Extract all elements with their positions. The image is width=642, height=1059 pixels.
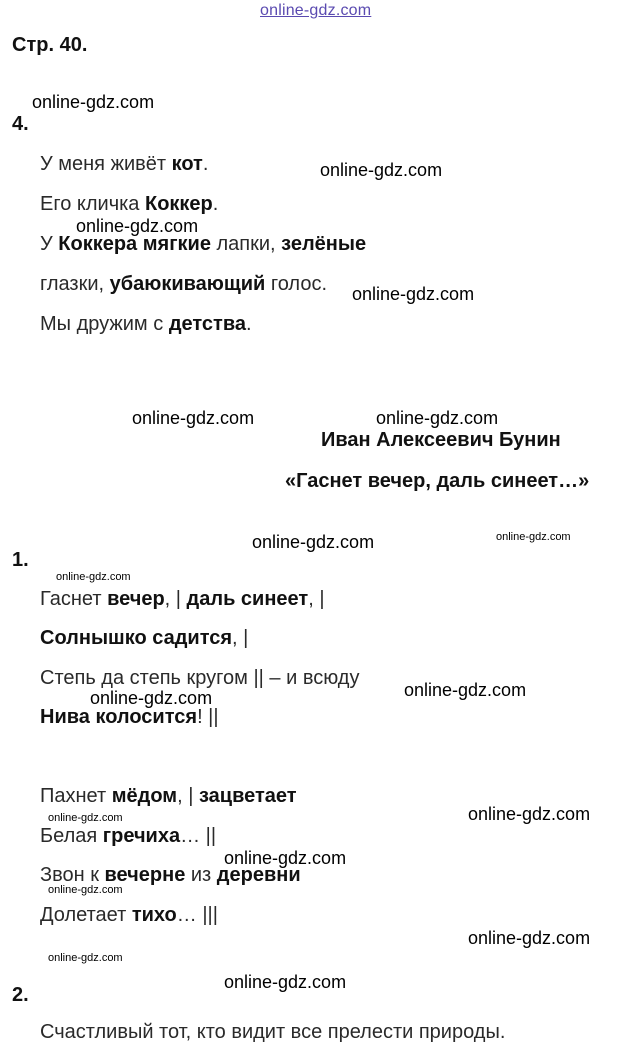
bold-segment: даль синеет: [186, 588, 309, 610]
bold-segment: Коккера мягкие: [58, 233, 211, 255]
bold-segment: зацветает: [198, 785, 297, 807]
watermark: online-gdz.com: [224, 848, 347, 868]
watermark: online-gdz.com: [48, 952, 123, 964]
task4-line: [40, 273, 327, 296]
text-segment: из: [185, 864, 217, 886]
watermark: online-gdz.com: [252, 532, 375, 552]
text-segment: Гаснет: [40, 588, 108, 610]
bold-segment: убаюкивающий: [109, 273, 266, 295]
bold-segment: Солнышко садится: [40, 627, 233, 649]
watermark: online-gdz.com: [376, 408, 499, 428]
bold-segment: детства: [168, 313, 246, 335]
text-segment: , |: [164, 588, 187, 610]
bold-segment: вечерне: [104, 864, 186, 886]
watermark: online-gdz.com: [468, 804, 591, 824]
task4-line: [40, 193, 218, 216]
task4-line: [40, 153, 208, 176]
text-segment: Его кличка: [40, 193, 145, 215]
text-segment: Пахнет: [40, 785, 112, 807]
watermark: online-gdz.com: [320, 160, 443, 180]
watermark-top: online-gdz.com: [260, 2, 372, 19]
watermark: online-gdz.com: [48, 812, 123, 824]
text-segment: … |||: [176, 904, 218, 926]
bold-segment: зелёные: [281, 233, 367, 255]
bold-segment: гречиха: [102, 825, 181, 847]
task4-line: [40, 313, 252, 336]
bold-segment: тихо: [131, 904, 177, 926]
watermark: online-gdz.com: [352, 284, 475, 304]
text-segment: Мы дружим с: [40, 313, 169, 335]
text-segment: .: [245, 313, 252, 335]
poem-line: [40, 627, 248, 650]
poem-line: [40, 825, 216, 848]
task1-number: 1.: [12, 549, 29, 571]
text-segment: У: [40, 233, 59, 255]
poem-line: [40, 785, 297, 808]
bold-segment: деревни: [216, 864, 301, 886]
poem-line: [40, 904, 218, 927]
watermark: online-gdz.com: [56, 571, 131, 583]
watermark: online-gdz.com: [32, 92, 155, 112]
poem-line: [40, 588, 325, 611]
watermark: online-gdz.com: [468, 928, 591, 948]
watermark: online-gdz.com: [132, 408, 255, 428]
text-segment: У меня живёт: [40, 153, 172, 175]
text-segment: глазки,: [40, 273, 110, 295]
bold-segment: вечер: [107, 588, 165, 610]
watermark: online-gdz.com: [404, 680, 527, 700]
text-segment: Степь да степь кругом || – и всюду: [40, 667, 360, 689]
bold-segment: кот: [171, 153, 203, 175]
watermark: online-gdz.com: [76, 216, 199, 236]
poem-line: [40, 667, 359, 690]
task4-number: 4.: [12, 113, 29, 135]
poem-line: [40, 706, 219, 729]
bold-segment: мёдом: [111, 785, 178, 807]
watermark: online-gdz.com: [48, 884, 123, 896]
text-segment: , |: [308, 588, 325, 610]
watermark: online-gdz.com: [496, 531, 571, 543]
watermark: online-gdz.com: [90, 688, 213, 708]
text-segment: Долетает: [40, 904, 132, 926]
text-segment: лапки,: [210, 233, 282, 255]
bold-segment: Коккер: [144, 193, 213, 215]
poem-title: «Гаснет вечер, даль синеет…»: [285, 470, 590, 492]
text-segment: голос.: [265, 273, 327, 295]
text-segment: … ||: [180, 825, 217, 847]
poem-author: Иван Алексеевич Бунин: [321, 429, 561, 451]
text-segment: Звон к: [40, 864, 105, 886]
text-segment: .: [202, 153, 209, 175]
bold-segment: Нива колосится: [40, 706, 198, 728]
text-segment: , |: [177, 785, 199, 807]
task2-text: Счастливый тот, кто видит все прелести природы.: [40, 1021, 506, 1043]
task2-number: 2.: [12, 984, 29, 1006]
text-segment: .: [212, 193, 219, 215]
page-header: Стр. 40.: [12, 34, 88, 56]
text-segment: , |: [232, 627, 249, 649]
text-segment: ! ||: [197, 706, 219, 728]
watermark: online-gdz.com: [224, 972, 347, 992]
text-segment: Белая: [40, 825, 103, 847]
